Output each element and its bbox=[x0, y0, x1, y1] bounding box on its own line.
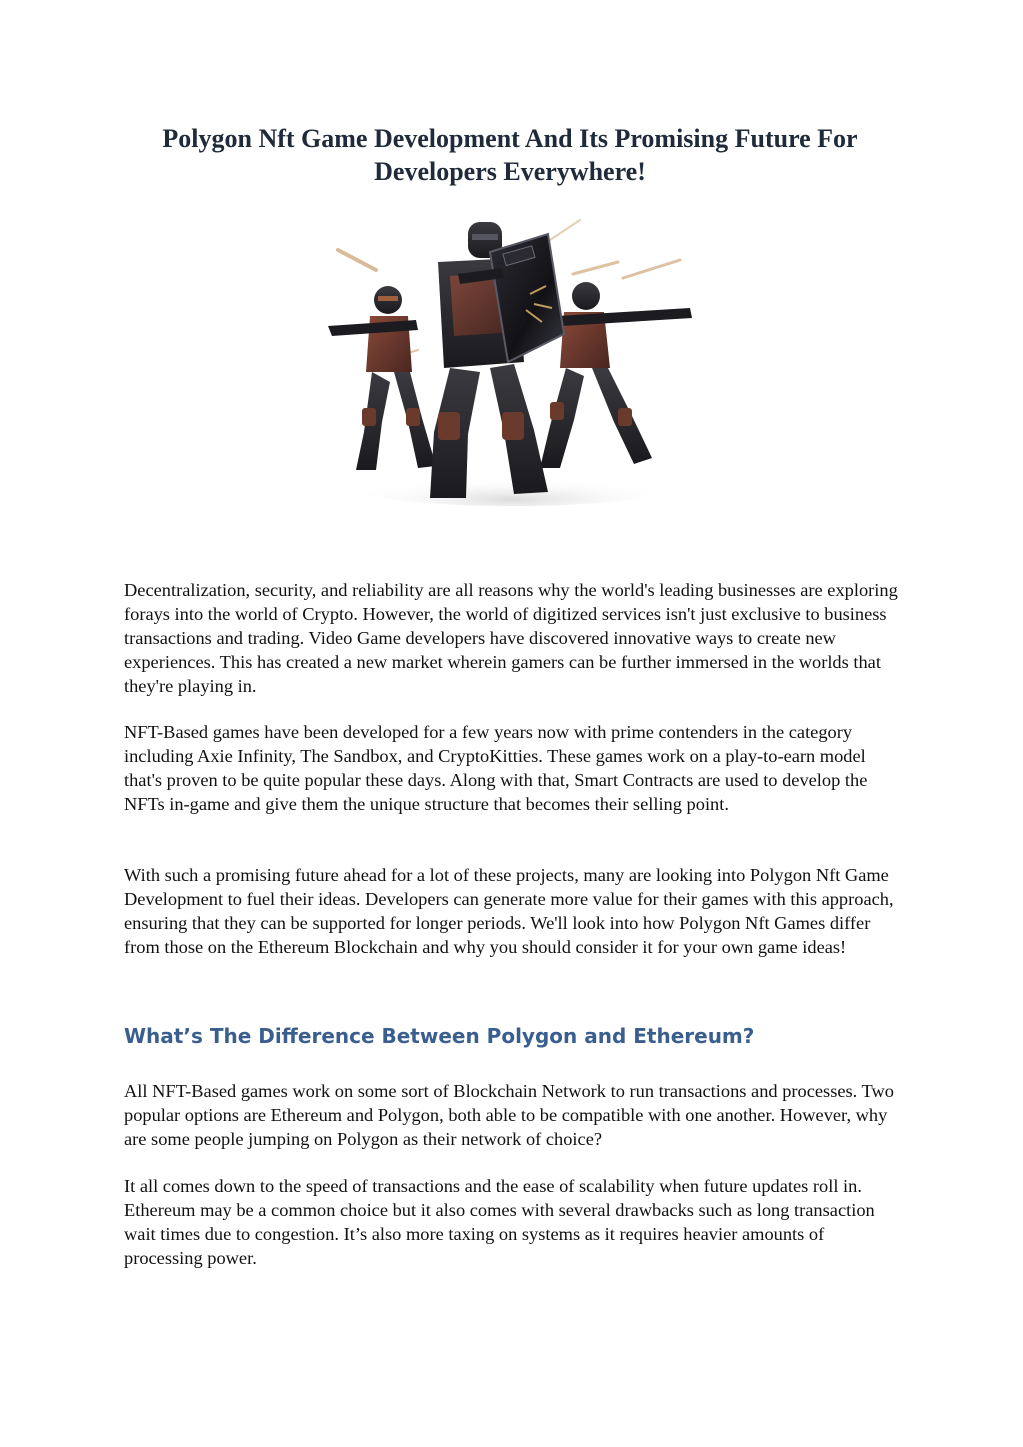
armored-soldiers-illustration-icon bbox=[318, 212, 706, 512]
document-title: Polygon Nft Game Development And Its Promising Future For Developers Everywhere! bbox=[162, 124, 858, 186]
intro-paragraph-1: Decentralization, security, and reliability are all reasons why the world's leading businesses are exploring forays into the world of Crypto. However, the world of digitized services isn't just exclusive to business transactions and trading. Video Game developers have discovered innovative ways to create new experiences. This has created a new market wherein gamers can be further immersed in the worlds that they're playing in. bbox=[124, 580, 898, 696]
section-paragraph-1: All NFT-Based games work on some sort of Blockchain Network to run transactions and processes. Two popular options are Ethereum and Polygon, both able to be compatible with one another. However, why are some people jumping on Polygon as their network of choice? bbox=[124, 1081, 894, 1149]
hero-image bbox=[318, 212, 706, 512]
section-heading: What’s The Difference Between Polygon and Ethereum? bbox=[124, 1024, 755, 1048]
intro-paragraph-3: With such a promising future ahead for a lot of these projects, many are looking into Polygon Nft Game Development to fuel their ideas. Developers can generate more value for their games with this approach, ensuring that they can be supported for longer periods. We'll look into how Polygon Nft Games differ from those on the Ethereum Blockchain and why you should consider it for your own game ideas! bbox=[124, 865, 894, 957]
intro-paragraph-2: NFT-Based games have been developed for a few years now with prime contenders in the category including Axie Infinity, The Sandbox, and CryptoKitties. These games work on a play-to-earn model that's proven to be quite popular these days. Along with that, Smart Contracts are used to develop the NFTs in-game and give them the unique structure that becomes their selling point. bbox=[124, 722, 868, 814]
section-paragraph-2: It all comes down to the speed of transactions and the ease of scalability when future updates roll in. Ethereum may be a common choice but it also comes with several drawbacks such as long transaction wait times due to congestion. It’s also more taxing on systems as it requires heavier amounts of processing power. bbox=[124, 1176, 875, 1268]
